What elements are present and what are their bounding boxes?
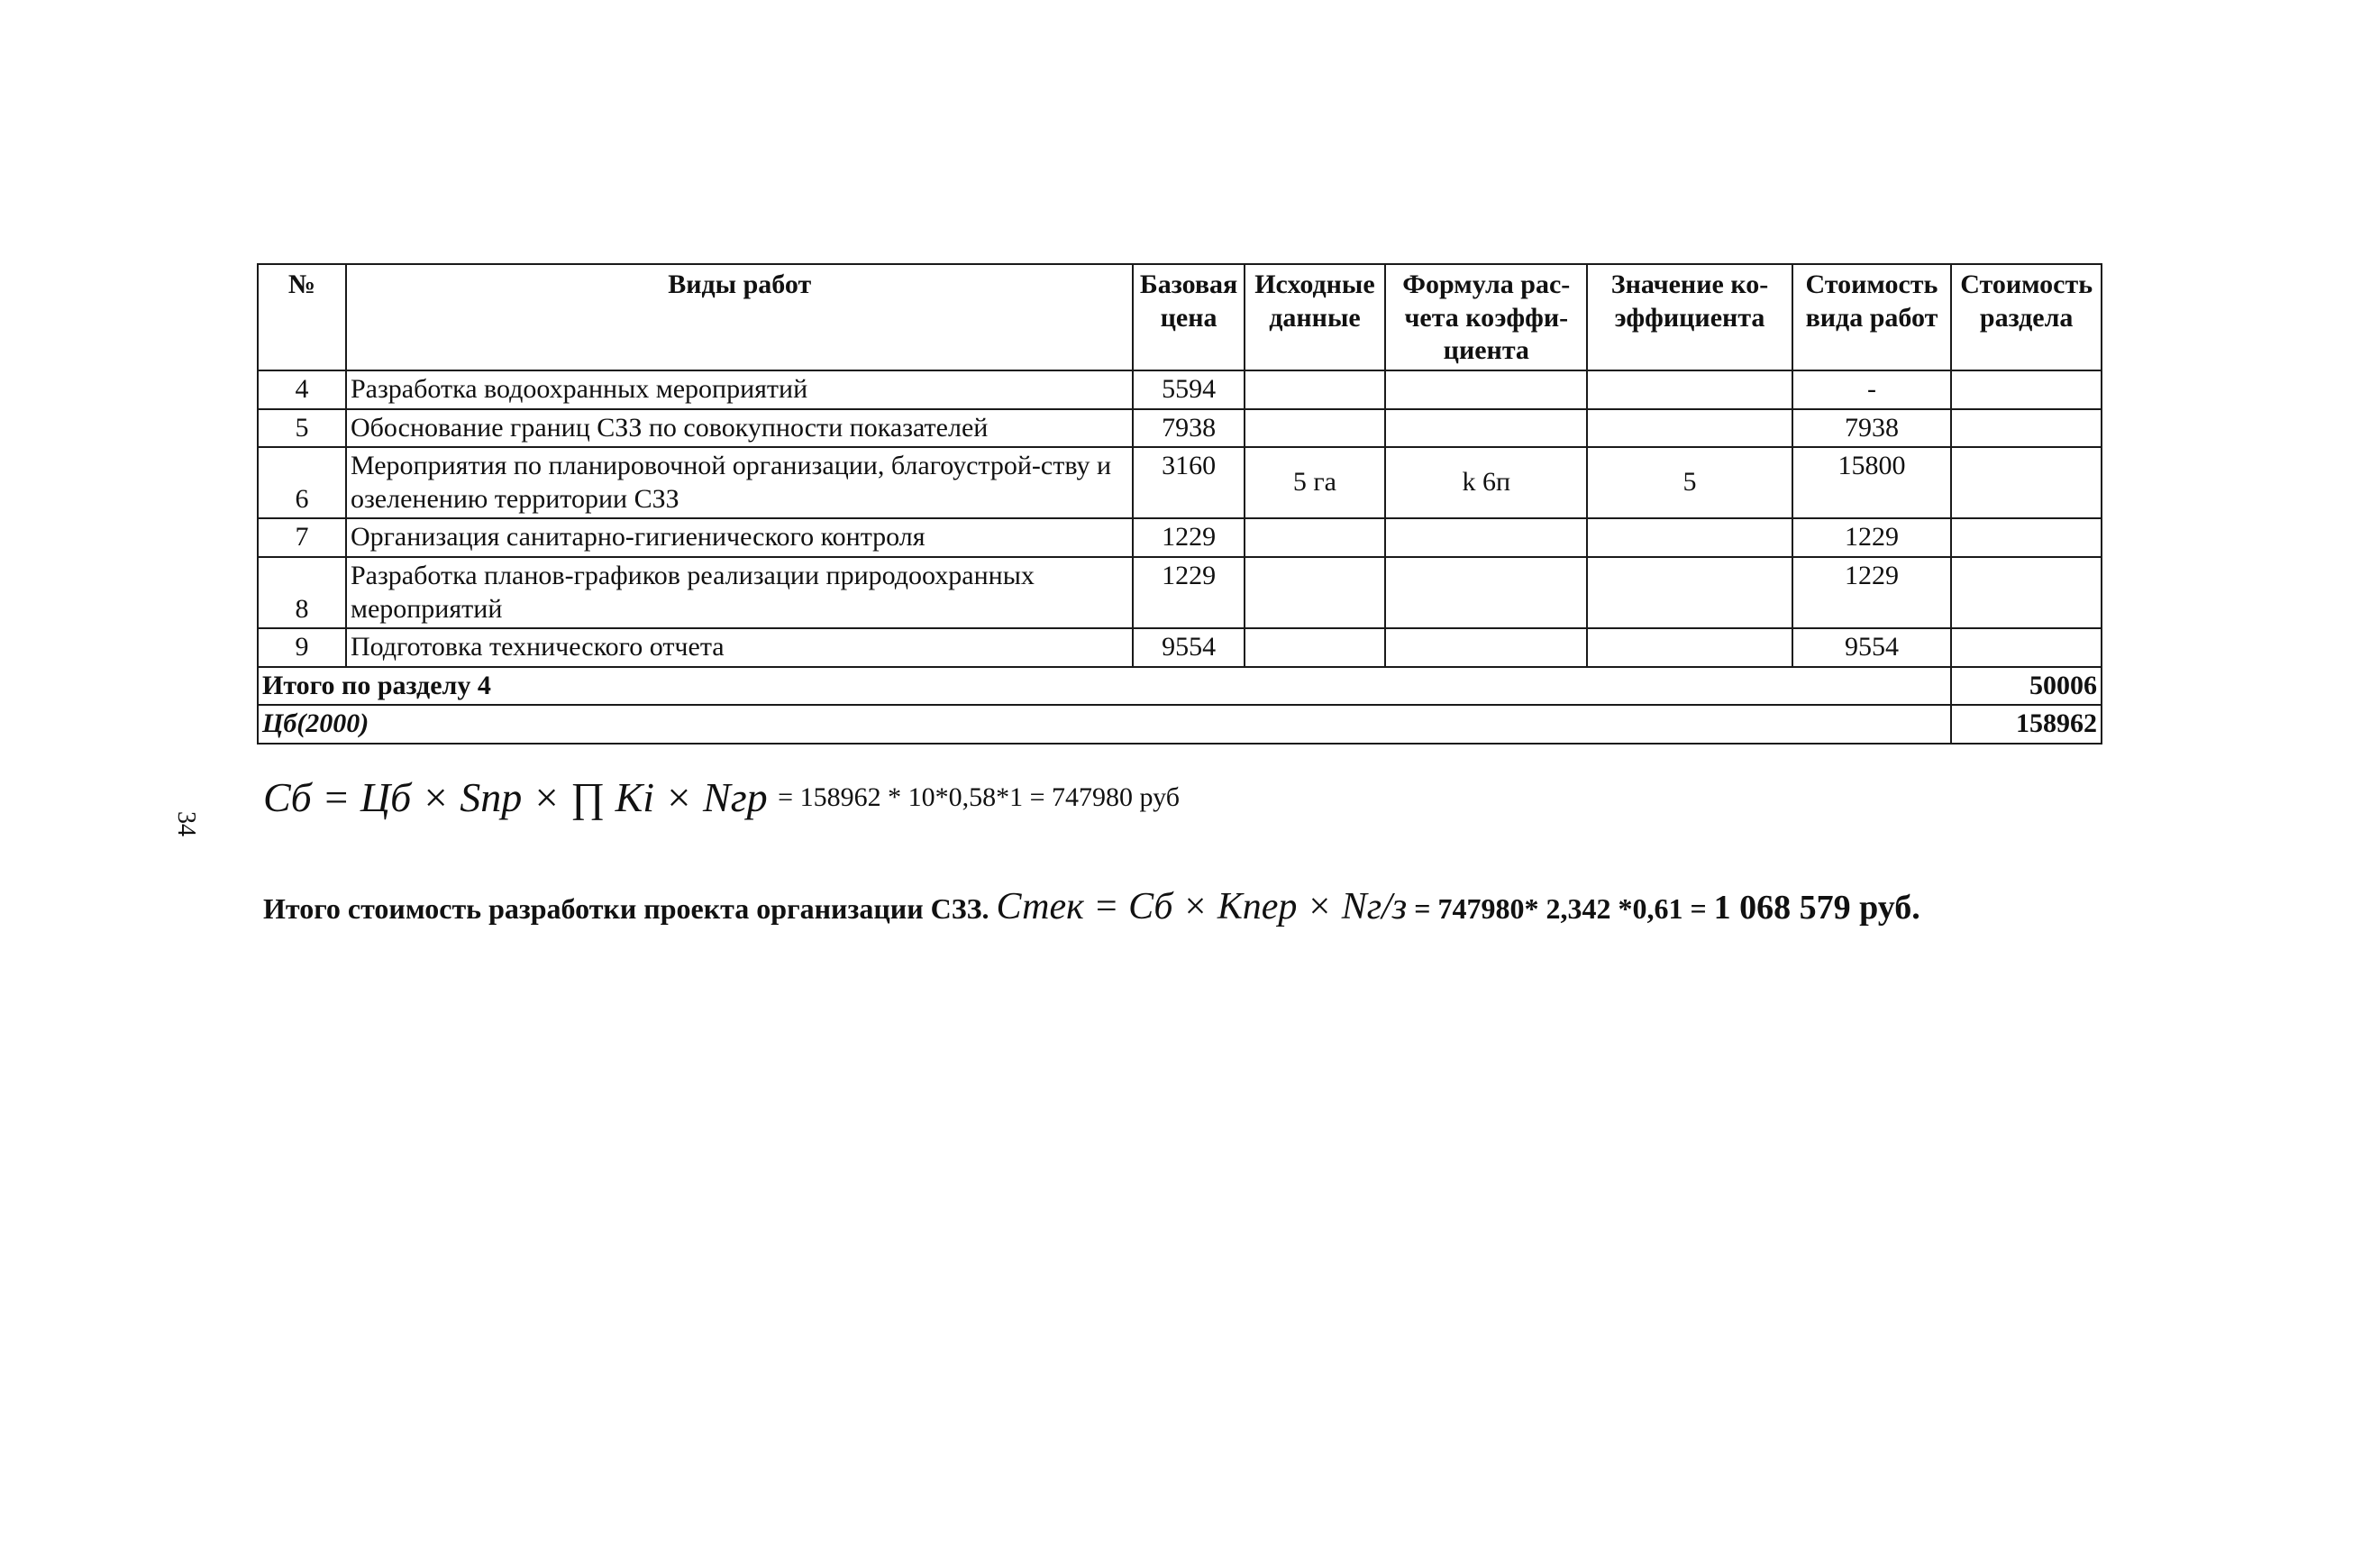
total-cost-line (263, 885, 1920, 928)
row-work: Организация санитарно-гигиенического контроля (346, 518, 1134, 557)
base-price-value: 158962 (1951, 705, 2102, 744)
row-coef-value (1587, 557, 1792, 628)
row-work-cost: - (1792, 370, 1952, 409)
row-num: 8 (258, 557, 346, 628)
row-section-cost (1951, 557, 2102, 628)
row-source-data (1245, 409, 1386, 448)
total-cost-label: Итого стоимость разработки проекта организации СЗЗ. (263, 892, 989, 925)
header-num: № (258, 264, 346, 370)
row-base-price: 1229 (1133, 557, 1244, 628)
row-coef-formula (1385, 557, 1587, 628)
header-section-cost: Стоимость раздела (1951, 264, 2102, 370)
row-work: Обоснование границ СЗЗ по совокупности показателей (346, 409, 1134, 448)
header-coef-formula: Формула рас-чета коэффи-циента (1385, 264, 1587, 370)
cost-formula (263, 773, 1180, 821)
row-source-data (1245, 518, 1386, 557)
table-row (258, 628, 2102, 667)
row-section-cost (1951, 518, 2102, 557)
total-cost-result: 1 068 579 руб. (1713, 889, 1920, 927)
row-num: 7 (258, 518, 346, 557)
row-section-cost (1951, 447, 2102, 518)
base-price-row (258, 705, 2102, 744)
row-source-data (1245, 557, 1386, 628)
section-total-row (258, 667, 2102, 706)
table-row (258, 370, 2102, 409)
table-row (258, 557, 2102, 628)
row-coef-value (1587, 409, 1792, 448)
table-row (258, 447, 2102, 518)
row-section-cost (1951, 370, 2102, 409)
row-work: Подготовка технического отчета (346, 628, 1134, 667)
row-work-cost: 1229 (1792, 557, 1952, 628)
header-coef-value: Значение ко-эффициента (1587, 264, 1792, 370)
row-coef-value (1587, 370, 1792, 409)
row-num: 6 (258, 447, 346, 518)
row-work-cost: 1229 (1792, 518, 1952, 557)
row-coef-value (1587, 518, 1792, 557)
header-source-data: Исходные данные (1245, 264, 1386, 370)
table-row (258, 409, 2102, 448)
works-cost-table (257, 263, 2102, 745)
row-coef-formula: k 6п (1385, 447, 1587, 518)
row-work: Мероприятия по планировочной организации, благоустрой-ству и озеленению территории СЗЗ (346, 447, 1134, 518)
total-cost-expression: Стек = Сб × Кпер × Nг/з (996, 886, 1408, 927)
row-coef-value: 5 (1587, 447, 1792, 518)
row-source-data: 5 га (1245, 447, 1386, 518)
cost-formula-expression: Cб = Цб × Sпр × ∏ Кi × Nгр (263, 774, 768, 820)
row-work-cost: 9554 (1792, 628, 1952, 667)
total-cost-calculation: = 747980* 2,342 *0,61 = (1414, 892, 1707, 925)
row-source-data (1245, 628, 1386, 667)
row-coef-value (1587, 628, 1792, 667)
row-coef-formula (1385, 409, 1587, 448)
cost-formula-calculation: = 158962 * 10*0,58*1 = 747980 руб (778, 782, 1180, 812)
table-row (258, 518, 2102, 557)
row-coef-formula (1385, 518, 1587, 557)
row-work-cost: 7938 (1792, 409, 1952, 448)
header-base-price: Базовая цена (1133, 264, 1244, 370)
row-coef-formula (1385, 370, 1587, 409)
table-header-row (258, 264, 2102, 370)
row-base-price: 3160 (1133, 447, 1244, 518)
row-coef-formula (1385, 628, 1587, 667)
section-total-value: 50006 (1951, 667, 2102, 706)
row-base-price: 9554 (1133, 628, 1244, 667)
row-base-price: 7938 (1133, 409, 1244, 448)
page-number: 34 (172, 811, 200, 836)
row-work: Разработка планов-графиков реализации природоохранных мероприятий (346, 557, 1134, 628)
row-section-cost (1951, 409, 2102, 448)
row-work-cost: 15800 (1792, 447, 1952, 518)
row-num: 4 (258, 370, 346, 409)
row-section-cost (1951, 628, 2102, 667)
header-work-cost: Стоимость вида работ (1792, 264, 1952, 370)
section-total-label: Итого по разделу 4 (258, 667, 1951, 706)
row-work: Разработка водоохранных мероприятий (346, 370, 1134, 409)
row-num: 9 (258, 628, 346, 667)
row-base-price: 5594 (1133, 370, 1244, 409)
row-base-price: 1229 (1133, 518, 1244, 557)
row-source-data (1245, 370, 1386, 409)
base-price-label: Цб(2000) (258, 705, 1951, 744)
row-num: 5 (258, 409, 346, 448)
header-work-type: Виды работ (346, 264, 1134, 370)
